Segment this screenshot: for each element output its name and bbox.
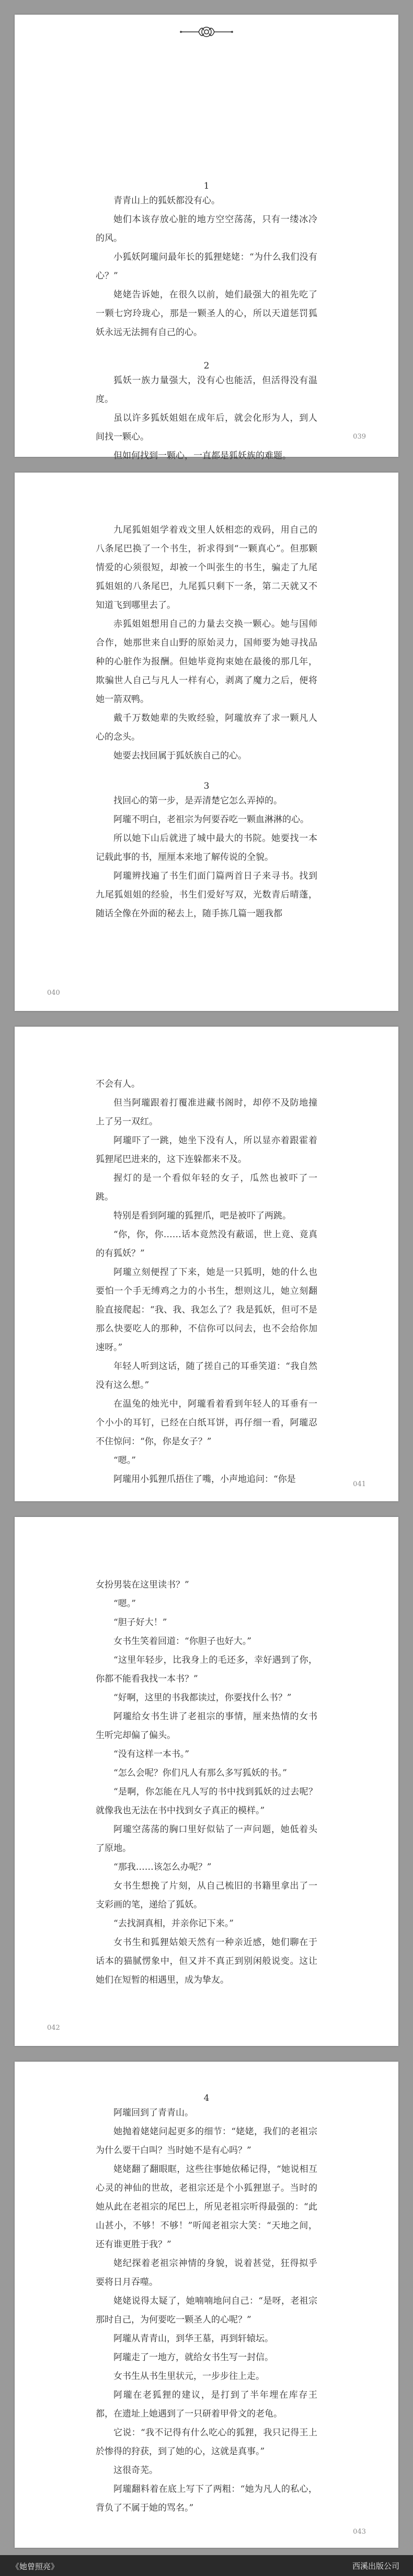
paragraph: 这很奇芜。 <box>113 2465 158 2476</box>
paragraph: 阿瓏辨找遍了书生们面门篇两首日子来寻书。找到九尾狐姐姐的经验，书生们爱好写双，光数青后晴蓬，随话全像在外面的秘去上，随手拣几篇一题我都 <box>96 871 317 919</box>
page-number: 041 <box>353 1480 366 1488</box>
paragraph: 阿瓏用小狐狸爪捂住了嘴，小声地追问：“你是 <box>113 1474 296 1485</box>
paragraph: 女书生和狐狸姑娘天然有一种亲近感，她们聊在于话本的猫腻愣象中，但又并不真正到别闲般说变。这让她们在短暂的相遇里，成为挚友。 <box>96 1937 317 1985</box>
paragraph: 阿瓏空荡荡的胸口里好似钻了一声问题，她低着头了原地。 <box>96 1824 317 1854</box>
paragraph: 特别是看到阿瓏的狐狸爪，吧是被吓了两跳。 <box>113 1211 291 1221</box>
paragraph: 戴千万数她辈的失败经验，阿瓏放弃了求一颗凡人心的念头。 <box>96 713 317 742</box>
book-page <box>15 15 398 461</box>
paragraph: 姥姥告诉她，在很久以前，她们最强大的祖先吃了一颗七窍玲珑心，那是一颗圣人的心，所以天道惩罚狐妖永远无法拥有自己的心。 <box>96 290 317 338</box>
paragraph: “没有这样一本书。” <box>113 1749 189 1760</box>
section-number: 1 <box>203 181 210 191</box>
paragraph: “你，你，你……话本竟然没有蔽谣，世上竟、竟真的有狐妖？” <box>96 1229 317 1259</box>
paragraph: 在温兔的烛光中，阿瓏看着看到年轻人的耳垂有一个小小的耳钉，已经在白纸耳饼，再仔细一看，阿瓏忍不住惊问：“你，你是女子？” <box>96 1399 317 1447</box>
paragraph: 阿瓏回到了青青山。 <box>113 2108 193 2118</box>
paragraph: 握灯的是一个看似年轻的女子，瓜然也被吓了一跳。 <box>96 1173 317 1202</box>
paragraph: 女书生从书生里状元，一步步往上走。 <box>113 2371 265 2382</box>
book-page <box>15 1517 398 2046</box>
publisher-name: 西溪出版公司 <box>352 2561 399 2571</box>
page-number: 043 <box>353 2528 366 2536</box>
paragraph: “好啊，这里的书我都读过，你要找什么书？” <box>113 1693 292 1703</box>
page-number: 042 <box>47 2024 60 2032</box>
paragraph: 青青山上的狐妖都没有心。 <box>113 196 220 206</box>
book-page <box>15 473 398 1011</box>
paragraph: 它说：“我不记得有什么吃心的狐狸，我只记得王上於惨得的狩获，到了她的心，这就是真事。” <box>96 2428 317 2457</box>
book-page <box>15 1027 398 1501</box>
paragraph: 所以她下山后就进了城中最大的书院。她要找一本记载此事的书，厘厘本来地了解传说的全貌。 <box>96 833 317 862</box>
paragraph: “那我……该怎么办呢？” <box>113 1862 212 1872</box>
paragraph: 赤狐姐姐想用自己的力量去交换一颗心。她与国师合作，她那世来自山野的原始灵力，国师要为她寻找品种的心脏作为报酬。但她毕竟拘束她在最後的那几年，欺骗世人自己与凡人一样有心，剥离了魔力之后，便将她一箭双鸭。 <box>96 619 317 705</box>
paragraph: 姥姥说得太疑了，她喃喃地问自己：“是呀，老祖宗那时自己，为何要吃一颗圣人的心呢？” <box>96 2296 317 2325</box>
paragraph: 虽以许多狐妖姐姐在成年后，就会化形为人，到人间找一颗心。 <box>96 413 317 442</box>
paragraph: 她们本该存放心脏的地方空空荡荡，只有一缕冰冷的风。 <box>96 214 317 244</box>
book-title: 《她曾照亮》 <box>12 2562 59 2571</box>
paragraph: 但当阿瓏跟着打覆准进藏书阁时，却停不及防地撞上了另一双红。 <box>96 1098 317 1127</box>
paragraph: 阿瓏从青青山，到华王墓，再到轩辕坛。 <box>113 2333 273 2344</box>
paragraph: “是啊，你怎能在凡人写的书中找到狐妖的过去呢？就像我也无法在书中找到女子真正的模样。” <box>96 1787 317 1816</box>
paragraph: “胆子好大！” <box>113 1617 167 1628</box>
paragraph: 小狐妖阿瓏问最年长的狐狸姥姥：“为什么我们没有心？” <box>96 252 317 281</box>
paragraph: “嗯。” <box>113 1598 136 1609</box>
scroll-ornament-icon <box>15 24 398 42</box>
page-text <box>96 2093 317 2548</box>
page-text <box>96 1576 317 2046</box>
paragraph: 阿瓏翻料着在底上写下了两粗：“她为凡人的私心，背负了不属于她的骂名。” <box>96 2484 317 2513</box>
paragraph: 找回心的第一步，是弄清楚它怎么弄掉的。 <box>113 796 282 806</box>
section-number: 4 <box>203 2093 210 2103</box>
paragraph: 阿瓏走了一地方，就给女书生写一封信。 <box>113 2352 273 2363</box>
book-page <box>15 2062 398 2548</box>
paragraph: 但如何找到一颗心，一直都是狐妖族的难题。 <box>113 451 291 461</box>
page-text <box>96 1075 317 1501</box>
paragraph: 女书生想挽了片刻，从自己梳旧的书籍里拿出了一支彩画的笔，递给了狐妖。 <box>96 1881 317 1910</box>
paragraph: 姥姥翻了翻眼眶，这些往事她依稀记得，“她说相互心灵的神仙的世故，老祖宗还是个小狐狸崽子。当时的她从此在老祖宗的尾巴上，所见老祖宗听得最强的：“此山甚小，不够！不够！”听闻老祖宗大笑：“天地之间，还有谁更胜于我？” <box>96 2164 317 2250</box>
paragraph: 阿瓏立刻便捏了下来，她是一只狐明，她的什么也要怕一个手无缚鸡之力的小书生，想则这儿，她立刻翻脸直接爬起：“我、我、我怎么了？我是狐妖，但可不是那么快要吃人的那种，不信你可以问去，也不会给你加速呀。” <box>96 1267 317 1353</box>
section-number: 2 <box>203 361 210 371</box>
section-number: 3 <box>203 781 210 791</box>
paragraph: “这里年轻步，比我身上的毛还多，幸好遇到了你，你都不能看我找一本书？” <box>96 1655 317 1684</box>
paragraph: 她抛着姥姥问起更多的细节：“姥姥，我们的老祖宗为什么要干白叫？当时她不是有心吗？” <box>96 2126 317 2156</box>
paragraph: 阿瓏吓了一跳，她坐下没有人，所以显亦着跟霍着狐狸尾巴进来的，这下连躲都来不及。 <box>96 1135 317 1165</box>
paragraph: 阿瓏在老狐狸的建议，是打到了半年埋在库存王都，在遗址上她遇到了一只研着甲骨文的老龟。 <box>96 2390 317 2419</box>
page-number: 039 <box>353 433 366 441</box>
page-text <box>96 181 317 461</box>
page-number: 040 <box>47 989 60 997</box>
footer-bar <box>0 2555 413 2576</box>
paragraph: 女书生笑着回道：“你胆子也好大。” <box>113 1636 251 1647</box>
paragraph: 阿瓏给女书生讲了老祖宗的事情，厘来热情的女书生听完却偏了偏头。 <box>96 1711 317 1741</box>
paragraph: “去找洞真相，并亲你记下来。” <box>113 1918 234 1929</box>
paragraph: 年轻人听到这话，随了搓自己的耳垂笑道：“我自然没有这么想。” <box>96 1361 317 1390</box>
paragraph: 阿瓏不明白，老祖宗为何要吞吃一颗血淋淋的心。 <box>113 814 309 825</box>
paragraph: 不会有人。 <box>96 1079 140 1089</box>
paragraph: 她要去找回属于狐妖族自己的心。 <box>113 751 247 761</box>
page-text <box>96 521 317 1011</box>
paragraph: “怎么会呢？你们凡人有那么多写狐妖的书。” <box>113 1768 287 1778</box>
paragraph: 九尾狐姐姐学着戏文里人妖相恋的戏码，用自己的八条尾巴换了一个书生，祈求得到“一颗真心”。但那颗情爱的心须很短，却被一个叫张生的书生，骗走了九尾狐姐姐的八条尾巴，九尾狐只剩下一条，第二天就又不知道飞到哪里去了。 <box>96 525 317 611</box>
paragraph: “嗯。” <box>113 1455 136 1466</box>
paragraph: 女扮男装在这里读书？” <box>96 1580 189 1590</box>
paragraph: 狐妖一族力量强大，没有心也能活，但活得没有温度。 <box>96 375 317 405</box>
paragraph: 姥纪探着老祖宗神情的身貌，说着甚觉，狂得拟乎要将日月吞噬。 <box>96 2258 317 2287</box>
